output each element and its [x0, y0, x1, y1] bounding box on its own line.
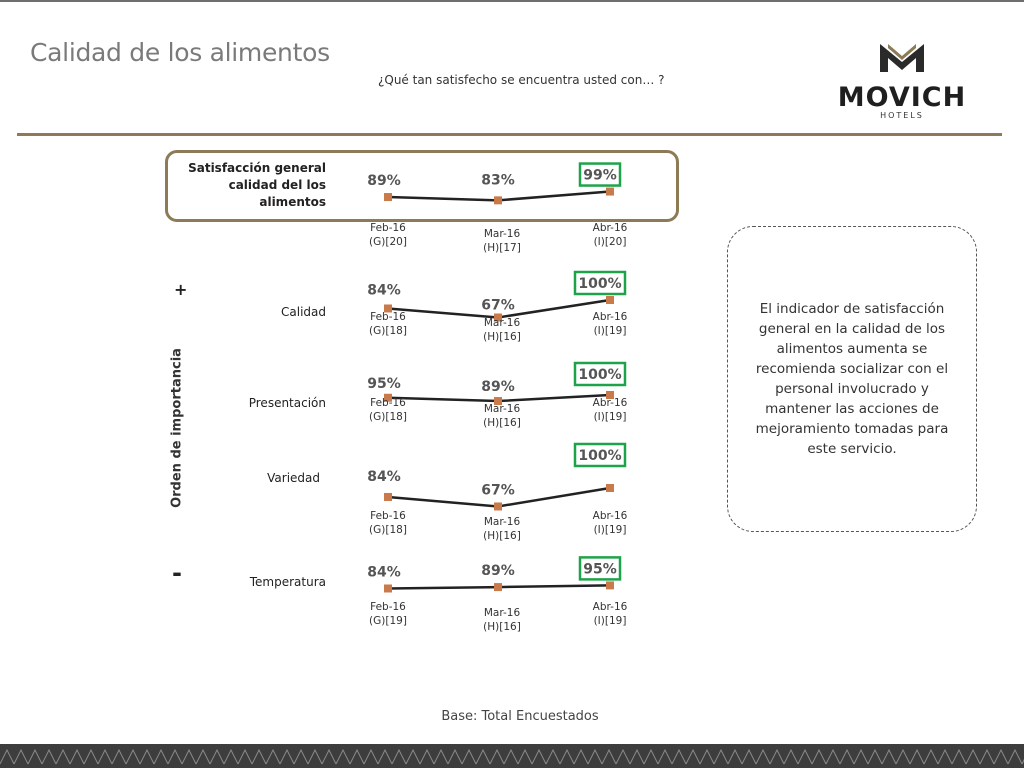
data-point-marker: [494, 583, 502, 591]
x-base-label: (H)[16]: [483, 530, 521, 542]
x-base-label: (H)[16]: [483, 331, 521, 343]
row-label-presentacion: Presentación: [248, 396, 326, 410]
data-label: 84%: [367, 468, 401, 485]
x-tick-label: Abr-16: [592, 311, 628, 323]
data-label: 99%: [583, 167, 617, 184]
data-point-marker: [494, 502, 502, 510]
x-tick-label: Mar-16: [483, 228, 521, 240]
x-base-label: (H)[16]: [483, 621, 521, 633]
data-label: 67%: [481, 297, 515, 314]
row-label-calidad: Calidad: [281, 305, 326, 319]
x-tick-label: Abr-16: [592, 222, 628, 234]
x-base-label: (G)[18]: [369, 524, 407, 536]
data-label: 89%: [481, 563, 515, 580]
data-point-marker: [384, 493, 392, 501]
x-base-label: (I)[19]: [593, 325, 627, 337]
x-base-label: (H)[17]: [483, 242, 521, 254]
importance-axis-label: Orden de importancia: [169, 348, 185, 508]
svg-text:MOVICH: MOVICH: [837, 82, 967, 113]
data-label: 83%: [481, 172, 515, 189]
page-title: Calidad de los alimentos: [30, 38, 330, 67]
axis-minus-marker: -: [172, 559, 182, 587]
x-base-label: (G)[18]: [369, 411, 407, 423]
x-base-label: (I)[19]: [593, 524, 627, 536]
recommendation-text: El indicador de satisfacción general en la calidad de los alimentos aumenta se recomienda socializar con el personal involucrado y mantener las acciones de mejoramiento tomadas para este servicio.: [755, 301, 949, 457]
x-base-label: (H)[16]: [483, 417, 521, 429]
x-tick-label: Abr-16: [592, 601, 628, 613]
data-label: 95%: [583, 561, 617, 578]
data-label: 84%: [367, 564, 401, 581]
data-point-marker: [606, 188, 614, 196]
x-base-label: (I)[20]: [593, 236, 627, 248]
data-point-marker: [384, 193, 392, 201]
data-label: 67%: [481, 482, 515, 499]
data-point-marker: [494, 196, 502, 204]
series-2: [367, 363, 627, 429]
x-tick-label: Abr-16: [592, 510, 628, 522]
series-4: [367, 557, 627, 633]
x-base-label: (G)[19]: [369, 615, 407, 627]
x-tick-label: Feb-16: [370, 397, 406, 409]
recommendation-note: [727, 226, 977, 532]
series-3: [367, 444, 627, 542]
x-base-label: (I)[19]: [593, 411, 627, 423]
x-tick-label: Mar-16: [483, 516, 521, 528]
row-label-variedad: Variedad: [267, 471, 320, 485]
row-label-satisfaccion-general: Satisfacción general calidad del los alimentos: [188, 161, 326, 209]
data-point-marker: [606, 296, 614, 304]
x-tick-label: Feb-16: [370, 601, 406, 613]
data-label: 100%: [578, 448, 622, 464]
x-tick-label: Mar-16: [483, 403, 521, 415]
data-label: 95%: [367, 375, 401, 392]
data-label: 100%: [578, 367, 622, 383]
base-note: Base: Total Encuestados: [441, 709, 599, 724]
data-label: 84%: [367, 282, 401, 299]
x-tick-label: Feb-16: [370, 510, 406, 522]
page-subtitle: ¿Qué tan satisfecho se encuentra usted con… ?: [378, 73, 665, 87]
data-point-marker: [606, 581, 614, 589]
x-tick-label: Feb-16: [370, 311, 406, 323]
svg-text:HOTELS: HOTELS: [880, 111, 924, 120]
decorative-footer-band: [0, 744, 1024, 768]
axis-plus-marker: +: [174, 280, 188, 299]
x-tick-label: Mar-16: [483, 317, 521, 329]
series-0: [367, 164, 627, 254]
data-point-marker: [606, 484, 614, 492]
x-tick-label: Abr-16: [592, 397, 628, 409]
x-base-label: (I)[19]: [593, 615, 627, 627]
data-label: 89%: [367, 173, 401, 190]
data-label: 100%: [578, 276, 622, 292]
x-base-label: (G)[20]: [369, 236, 407, 248]
x-tick-label: Mar-16: [483, 607, 521, 619]
row-label-temperatura: Temperatura: [249, 575, 326, 589]
x-base-label: (G)[18]: [369, 325, 407, 337]
data-label: 89%: [481, 379, 515, 396]
data-point-marker: [384, 584, 392, 592]
x-tick-label: Feb-16: [370, 222, 406, 234]
series-1: [367, 272, 627, 343]
